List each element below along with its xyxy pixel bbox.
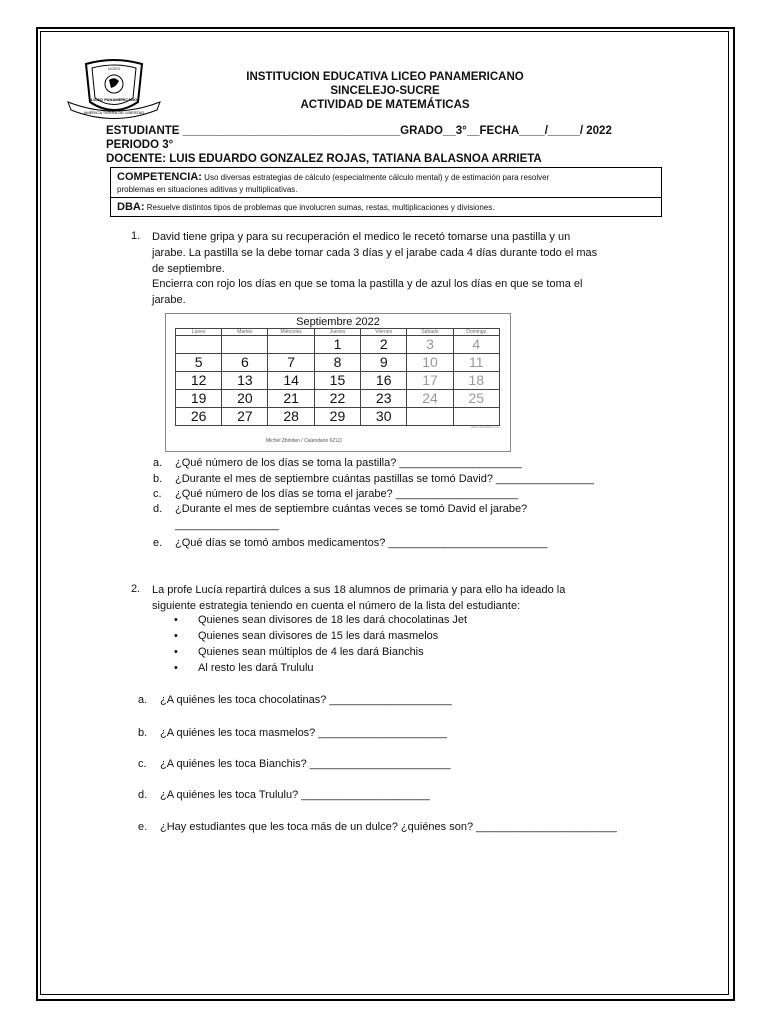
activity-title: ACTIVIDAD DE MATEMÁTICAS: [300, 99, 470, 111]
q2-sub-d[interactable]: d. ¿A quiénes les toca Trululu? _____________________: [138, 789, 430, 801]
calendar-day[interactable]: [268, 336, 314, 354]
school-name: INSTITUCION EDUCATIVA LICEO PANAMERICANO: [246, 71, 524, 83]
calendar-day[interactable]: 6: [222, 354, 268, 372]
calendar-day[interactable]: 1: [314, 336, 360, 354]
day-header: Lunes: [176, 329, 222, 336]
calendar-day[interactable]: [176, 336, 222, 354]
calendar-day[interactable]: 18: [453, 372, 499, 390]
day-header: Martes: [222, 329, 268, 336]
day-header: Jueves: [314, 329, 360, 336]
svg-text:LICEO: LICEO: [107, 66, 121, 71]
q2-sub-e[interactable]: e. ¿Hay estudiantes que les toca más de un dulce? ¿quiénes son? _______________________: [138, 821, 617, 833]
calendar-day[interactable]: 10: [407, 354, 453, 372]
competencia-box: [110, 167, 662, 217]
q2-bullet-2: • Quienes sean divisores de 15 les dará masmelos: [174, 630, 439, 642]
calendar-credit: www.calendarioo.com: [470, 425, 500, 429]
svg-text:AMÉRICA TIERRA DE LIBERTAD: AMÉRICA TIERRA DE LIBERTAD: [83, 110, 145, 115]
q1-line-1: David tiene gripa y para su recuperación el medico le recetó tomarse una pastilla y un: [152, 231, 571, 243]
svg-text:LICEO PANAMERICANO: LICEO PANAMERICANO: [90, 97, 138, 102]
day-header: Domingo: [453, 329, 499, 336]
calendar-day[interactable]: 24: [407, 390, 453, 408]
q2-bullet-1: • Quienes sean divisores de 18 les dará chocolatinas Jet: [174, 614, 468, 626]
calendar-day[interactable]: 14: [268, 372, 314, 390]
calendar-day[interactable]: 8: [314, 354, 360, 372]
calendar-day[interactable]: 19: [176, 390, 222, 408]
q1-line-3: de septiembre.: [152, 263, 225, 275]
calendar: [165, 313, 511, 452]
calendar-day[interactable]: 7: [268, 354, 314, 372]
school-logo: [64, 54, 164, 124]
q2-line-2: siguiente estrategia teniendo en cuenta el número de la lista del estudiante:: [152, 600, 521, 612]
competencia-text: COMPETENCIA: Uso diversas estrategias de cálculo (especialmente cálculo mental) y de estimación para resolver: [117, 171, 550, 183]
calendar-day[interactable]: 28: [268, 408, 314, 426]
calendar-day[interactable]: [407, 408, 453, 426]
calendar-day[interactable]: 21: [268, 390, 314, 408]
student-line[interactable]: ESTUDIANTE __________________________________GRADO__3°__FECHA____/_____/ 2022: [106, 125, 612, 137]
calendar-day[interactable]: 20: [222, 390, 268, 408]
q1-sub-a[interactable]: a. ¿Qué número de los días se toma la pastilla? ____________________: [153, 457, 522, 469]
day-header: Viernes: [361, 329, 407, 336]
calendar-day[interactable]: 11: [453, 354, 499, 372]
box-divider: [111, 197, 661, 198]
school-city: SINCELEJO-SUCRE: [330, 85, 440, 97]
q1-number: 1.: [131, 230, 141, 242]
calendar-day[interactable]: [222, 336, 268, 354]
day-header: Miércoles: [268, 329, 314, 336]
calendar-day[interactable]: 12: [176, 372, 222, 390]
dba-label: DBA:: [117, 201, 145, 213]
dba-text: DBA: Resuelve distintos tipos de problemas que involucren sumas, restas, multiplicaciones y divisiones.: [117, 201, 495, 213]
calendar-day[interactable]: 5: [176, 354, 222, 372]
calendar-day[interactable]: 3: [407, 336, 453, 354]
day-header: Sábado: [407, 329, 453, 336]
q1-sub-e[interactable]: e. ¿Qué días se tomó ambos medicamentos? __________________________: [153, 537, 548, 549]
calendar-title: Septiembre 2022: [296, 316, 380, 328]
q2-sub-b[interactable]: b. ¿A quiénes les toca masmelos? _____________________: [138, 727, 447, 739]
calendar-day[interactable]: 13: [222, 372, 268, 390]
q2-sub-c[interactable]: c. ¿A quiénes les toca Bianchis? _______________________: [138, 758, 451, 770]
competencia-text-2: problemas en situaciones aditivas y multiplicativas.: [117, 185, 298, 194]
q1-sub-c[interactable]: c. ¿Qué número de los días se toma el jarabe? ____________________: [153, 488, 519, 500]
calendar-day[interactable]: [453, 408, 499, 426]
calendar-day[interactable]: 23: [361, 390, 407, 408]
calendar-day[interactable]: 26: [176, 408, 222, 426]
calendar-day[interactable]: 29: [314, 408, 360, 426]
calendar-day[interactable]: 16: [361, 372, 407, 390]
q1-sub-b[interactable]: b. ¿Durante el mes de septiembre cuántas pastillas se tomó David? ________________: [153, 473, 594, 485]
calendar-day[interactable]: 15: [314, 372, 360, 390]
teacher-line: DOCENTE: LUIS EDUARDO GONZALEZ ROJAS, TATIANA BALASNOA ARRIETA: [106, 153, 542, 165]
q1-line-4: Encierra con rojo los días en que se toma la pastilla y de azul los días en que se toma el: [152, 278, 583, 290]
q1-line-5: jarabe.: [152, 294, 186, 306]
calendar-day[interactable]: 22: [314, 390, 360, 408]
calendar-grid: [175, 328, 500, 426]
q2-bullet-3: • Quienes sean múltiplos de 4 les dará Bianchis: [174, 646, 424, 658]
calendar-day[interactable]: 2: [361, 336, 407, 354]
period-line: PERIODO 3°: [106, 139, 174, 151]
q1-line-2: jarabe. La pastilla se la debe tomar cada 3 días y el jarabe cada 4 días durante todo el mas: [152, 247, 598, 259]
q1-sub-d[interactable]: d. ¿Durante el mes de septiembre cuántas veces se tomó David el jarabe?: [153, 503, 528, 515]
q2-bullet-4: • Al resto les dará Trululu: [174, 662, 314, 674]
calendar-day[interactable]: 27: [222, 408, 268, 426]
q2-number: 2.: [131, 583, 141, 595]
competencia-label: COMPETENCIA:: [117, 171, 202, 183]
calendar-day[interactable]: 9: [361, 354, 407, 372]
calendar-day[interactable]: 25: [453, 390, 499, 408]
q2-line-1: La profe Lucía repartirá dulces a sus 18 alumnos de primaria y para ello ha ideado la: [152, 584, 566, 596]
calendar-footer: Michel Zbinden / Calendario 6ZLD: [266, 438, 342, 444]
calendar-day[interactable]: 30: [361, 408, 407, 426]
q1-sub-d-answer[interactable]: _________________: [175, 519, 280, 531]
calendar-day[interactable]: 4: [453, 336, 499, 354]
q2-sub-a[interactable]: a. ¿A quiénes les toca chocolatinas? ____________________: [138, 694, 452, 706]
calendar-day[interactable]: 17: [407, 372, 453, 390]
